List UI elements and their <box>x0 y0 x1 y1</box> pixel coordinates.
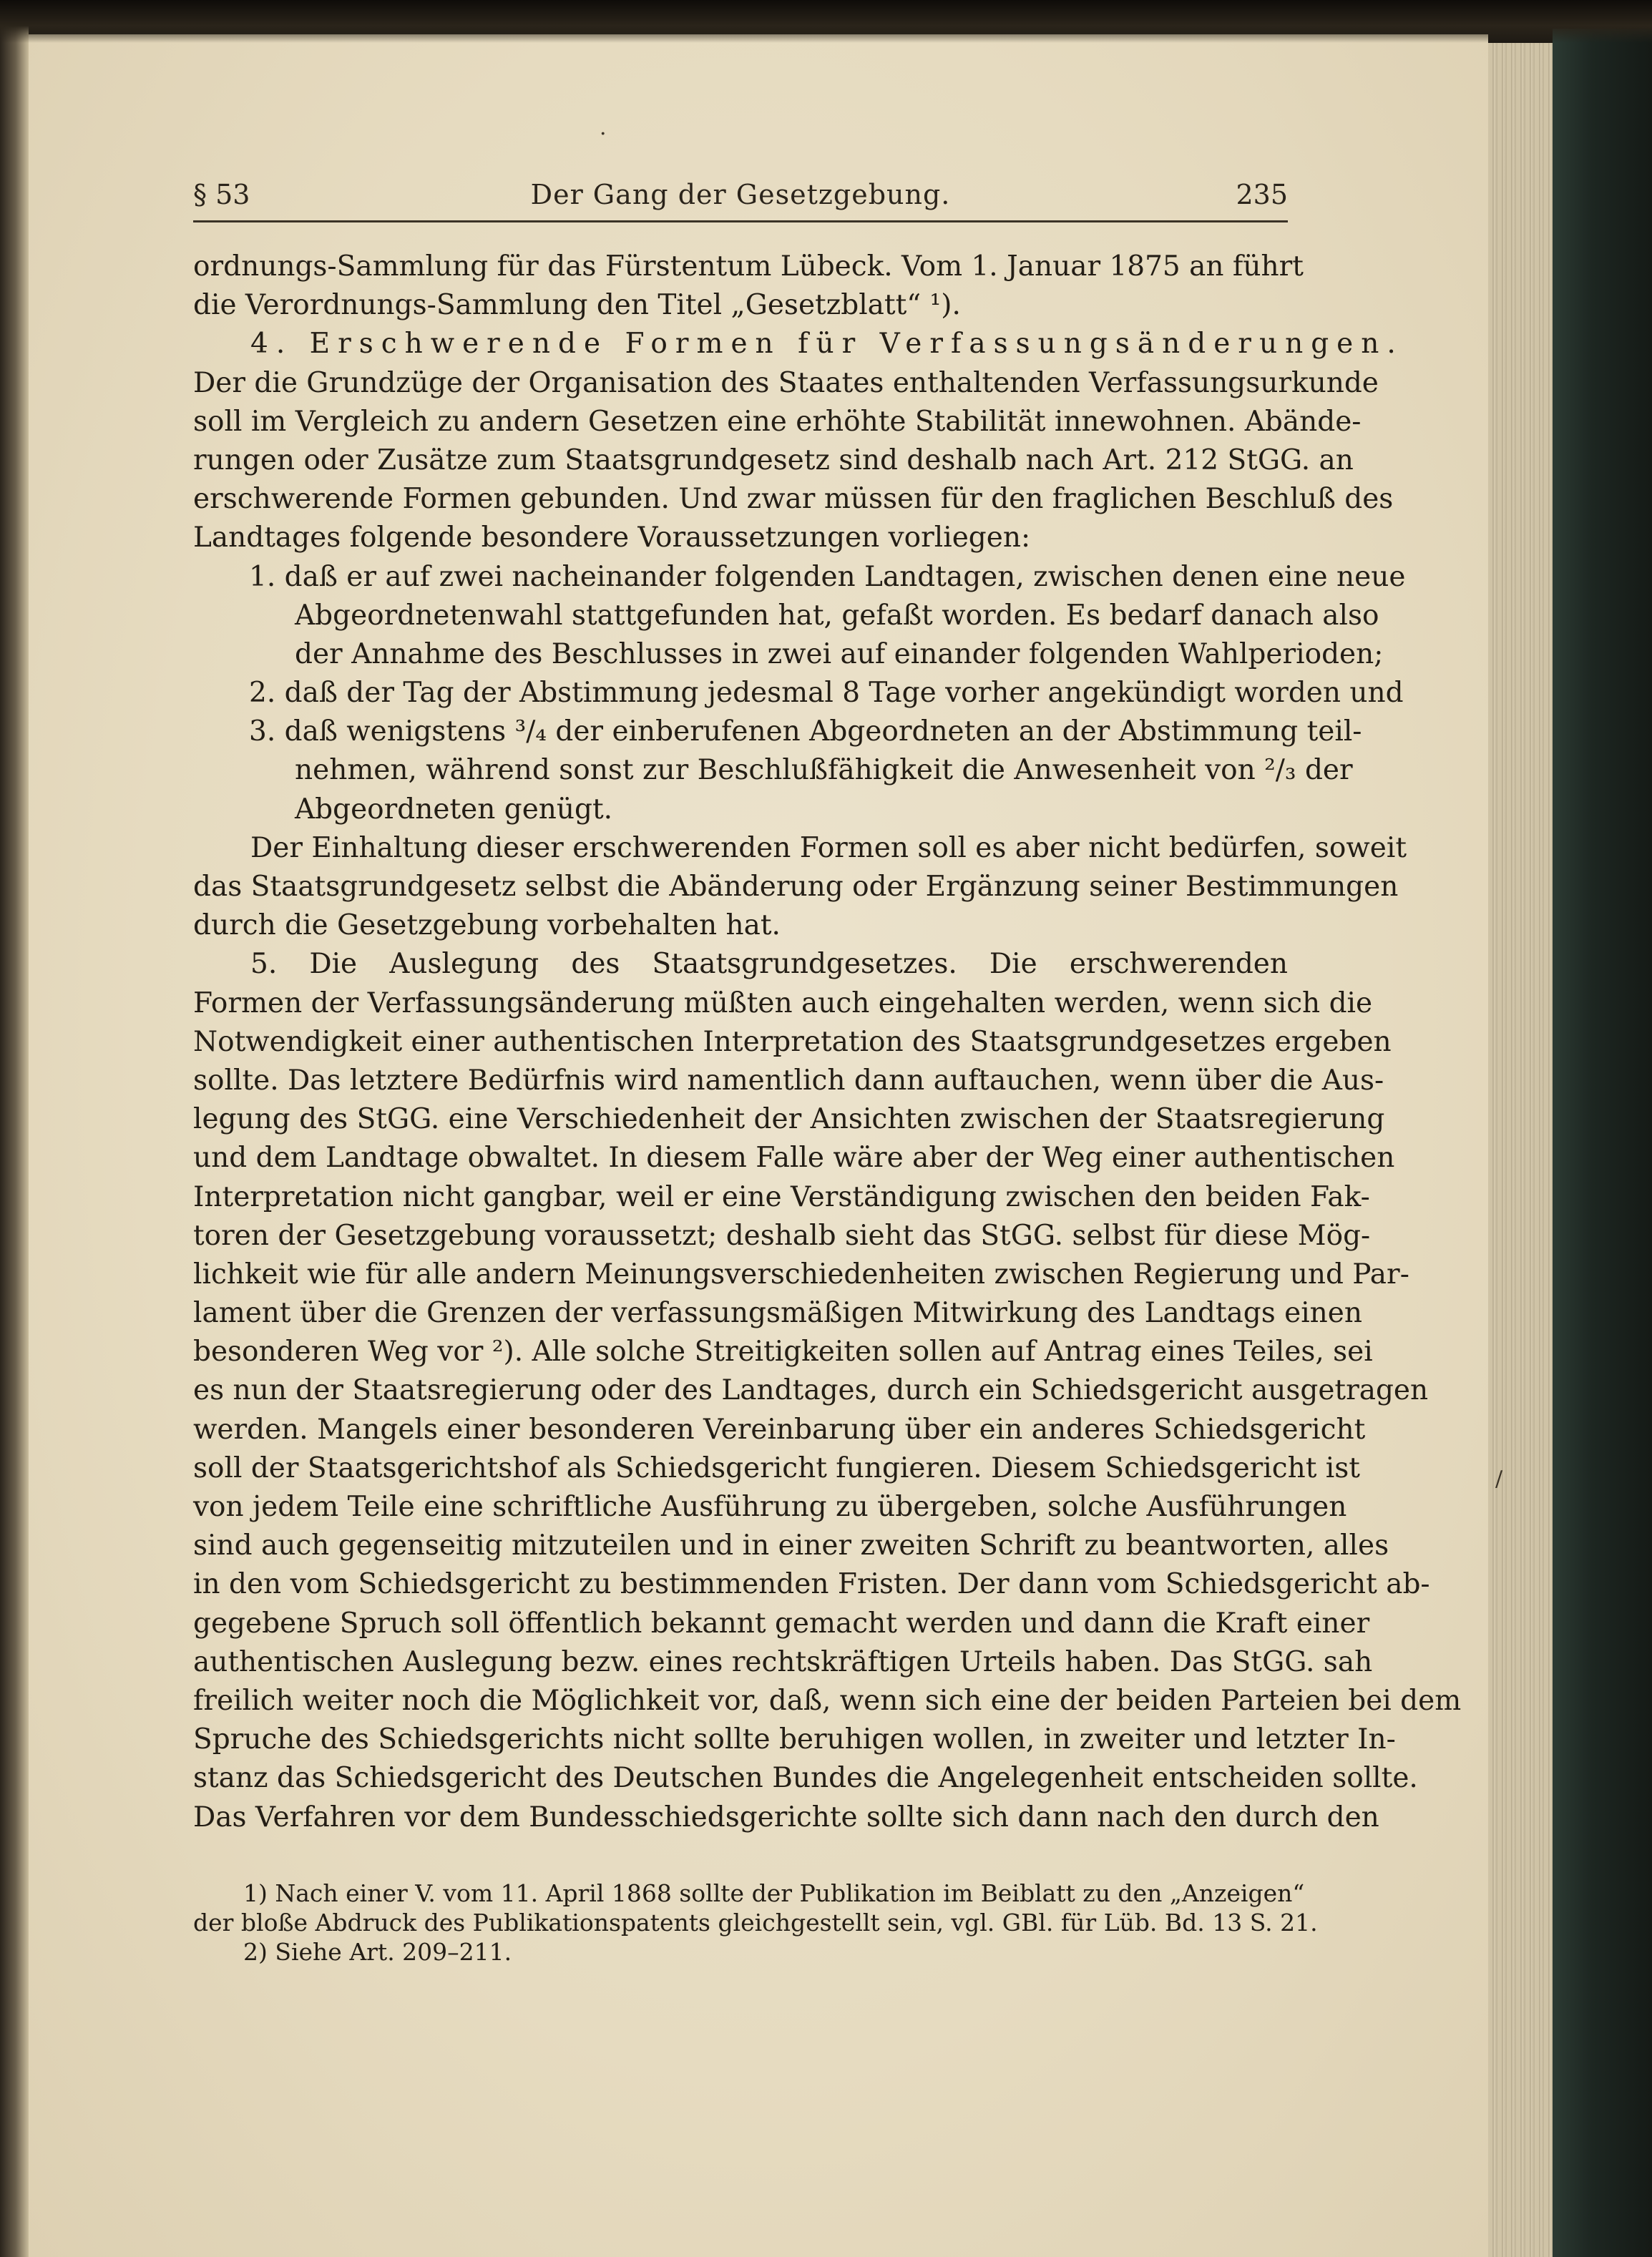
text-line: Notwendigkeit einer authentischen Interpretation des Staatsgrundgesetzes ergeben <box>193 1025 1392 1058</box>
footnote: 2) Siehe Art. 209–211. <box>243 1938 512 1966</box>
text-line: es nun der Staatsregierung oder des Landtages, durch ein Schiedsgericht ausgetragen <box>193 1374 1429 1407</box>
list-item-cont: der Annahme des Beschlusses in zwei auf einander folgenden Wahlperioden; <box>295 637 1384 670</box>
text-line: die Verordnungs-Sammlung den Titel „Gesetzblatt“ ¹). <box>193 289 961 322</box>
scan-speck: · <box>600 122 607 147</box>
text-line: gegebene Spruch soll öffentlich bekannt gemacht werden und dann die Kraft einer <box>193 1607 1370 1640</box>
text-line: freilich weiter noch die Möglichkeit vor, daß, wenn sich eine der beiden Parteien bei dem <box>193 1684 1462 1717</box>
list-item: 3. daß wenigstens ³/₄ der einberufenen Abgeordneten an der Abstimmung teil- <box>249 715 1362 748</box>
page-stack-edges <box>1488 43 1553 2257</box>
text-line: das Staatsgrundgesetz selbst die Abänderung oder Ergänzung seiner Bestimmungen <box>193 871 1399 903</box>
list-item-cont: nehmen, während sonst zur Beschlußfähigkeit die Anwesenheit von ²/₃ der <box>295 754 1353 787</box>
section-heading: 4. Erschwerende Formen für Verfassungsänderungen. <box>250 328 1404 361</box>
text-line: soll der Staatsgerichtshof als Schiedsgericht fungieren. Diesem Schiedsgericht ist <box>193 1451 1360 1484</box>
list-item-cont: Abgeordneten genügt. <box>295 793 613 826</box>
text-line: besonderen Weg vor ²). Alle solche Streitigkeiten sollen auf Antrag eines Teiles, sei <box>193 1336 1373 1369</box>
text-line: stanz das Schiedsgericht des Deutschen Bundes die Angelegenheit entscheiden sollte. <box>193 1762 1418 1795</box>
section-number: § 53 <box>193 179 250 210</box>
text-line: Spruche des Schiedsgerichts nicht sollte beruhigen wollen, in zweiter und letzter In- <box>193 1723 1396 1756</box>
text-line: sollte. Das letztere Bedürfnis wird namentlich dann auftauchen, wenn über die Aus- <box>193 1064 1384 1097</box>
page-binding-edge <box>0 0 29 2257</box>
text-line: Formen der Verfassungsänderung müßten auch eingehalten werden, wenn sich die <box>193 986 1373 1019</box>
text-line: in den vom Schiedsgericht zu bestimmenden Fristen. Der dann vom Schiedsgericht ab- <box>193 1568 1430 1601</box>
text-line: toren der Gesetzgebung voraussetzt; deshalb sieht das StGG. selbst für diese Mög- <box>193 1219 1371 1252</box>
text-line: Der Einhaltung dieser erschwerenden Formen soll es aber nicht bedürfen, soweit <box>250 831 1407 864</box>
text-line: erschwerende Formen gebunden. Und zwar müssen für den fraglichen Beschluß des <box>193 483 1394 516</box>
footnotes <box>193 1879 1318 1967</box>
text-line: durch die Gesetzgebung vorbehalten hat. <box>193 909 781 942</box>
top-shadow <box>0 0 1652 43</box>
text-line: lament über die Grenzen der verfassungsmäßigen Mitwirkung des Landtags einen <box>193 1297 1362 1330</box>
text-line: lichkeit wie für alle andern Meinungsverschiedenheiten zwischen Regierung und Par- <box>193 1258 1409 1291</box>
text-line: Das Verfahren vor dem Bundesschiedsgerichte sollte sich dann nach den durch den <box>193 1801 1379 1833</box>
text-line: von jedem Teile eine schriftliche Ausführung zu übergeben, solche Ausführungen <box>193 1491 1347 1523</box>
text-line: Der die Grundzüge der Organisation des Staates enthaltenden Verfassungsurkunde <box>193 366 1379 399</box>
list-item-cont: Abgeordnetenwahl stattgefunden hat, gefaßt worden. Es bedarf danach also <box>295 599 1379 632</box>
running-title: Der Gang der Gesetzgebung. <box>530 179 951 210</box>
footnote-cont: der bloße Abdruck des Publikationspatents gleichgestellt sein, vgl. GBl. für Lüb. Bd. 13 S. 21. <box>193 1909 1318 1937</box>
text-line: rungen oder Zusätze zum Staatsgrundgesetz sind deshalb nach Art. 212 StGG. an <box>193 444 1354 476</box>
margin-mark: / <box>1495 1467 1503 1492</box>
list-item: 1. daß er auf zwei nacheinander folgenden Landtagen, zwischen denen eine neue <box>249 560 1406 593</box>
list-item: 2. daß der Tag der Abstimmung jedesmal 8 Tage vorher angekündigt worden und <box>249 677 1404 710</box>
text-line: Landtages folgende besondere Voraussetzungen vorliegen: <box>193 522 1031 554</box>
text-line: und dem Landtage obwaltet. In diesem Falle wäre aber der Weg einer authentischen <box>193 1142 1395 1175</box>
text-line: soll im Vergleich zu andern Gesetzen eine erhöhte Stabilität innewohnen. Abände- <box>193 405 1362 438</box>
body-text <box>193 248 1462 1837</box>
footnote: 1) Nach einer V. vom 11. April 1868 sollte der Publikation im Beiblatt zu den „Anzeigen“ <box>243 1879 1305 1907</box>
text-line: authentischen Auslegung bezw. eines rechtskräftigen Urteils haben. Das StGG. sah <box>193 1645 1373 1678</box>
text-line: ordnungs-Sammlung für das Fürstentum Lübeck. Vom 1. Januar 1875 an führt <box>193 250 1304 283</box>
text-line: sind auch gegenseitig mitzuteilen und in einer zweiten Schrift zu beantworten, alles <box>193 1529 1389 1562</box>
book-cover <box>1553 29 1652 2257</box>
running-head <box>193 179 1288 222</box>
page-number: 235 <box>1236 179 1288 210</box>
text-line: legung des StGG. eine Verschiedenheit der Ansichten zwischen der Staatsregierung <box>193 1103 1385 1136</box>
text-line: Interpretation nicht gangbar, weil er eine Verständigung zwischen den beiden Fak- <box>193 1180 1370 1213</box>
header-rule <box>193 220 1288 222</box>
text-line: werden. Mangels einer besonderen Vereinbarung über ein anderes Schiedsgericht <box>193 1413 1366 1446</box>
section-heading: 5. Die Auslegung des Staatsgrundgesetzes. Die erschwerenden <box>250 948 1288 981</box>
